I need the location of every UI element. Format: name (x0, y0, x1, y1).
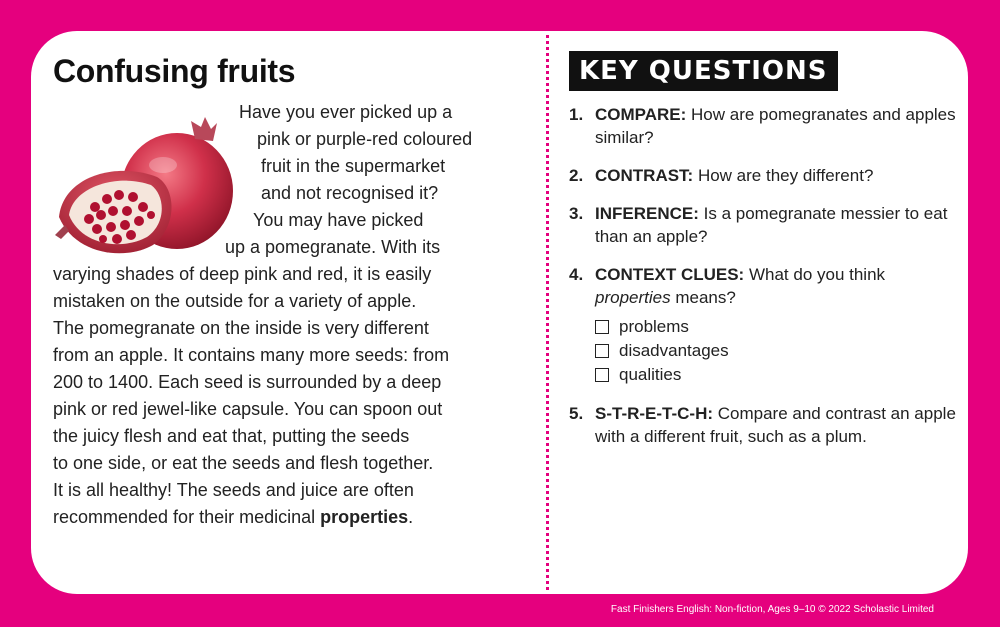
story-line: 200 to 1400. Each seed is surrounded by a deep (53, 372, 442, 392)
question-contrast (569, 164, 959, 187)
story-line: the juicy flesh and eat that, putting the seeds (53, 426, 410, 446)
question-label: CONTEXT CLUES: (595, 265, 745, 284)
question-text: What do you think (744, 265, 886, 284)
key-questions-heading: KEY QUESTIONS (569, 51, 838, 91)
question-text: How are pomegranates and apples similar? (595, 105, 956, 147)
page-title: Confusing fruits (53, 53, 296, 89)
answer-options (595, 315, 959, 387)
question-inference (569, 202, 959, 248)
story-line: You may have picked (253, 210, 424, 230)
question-label: INFERENCE: (595, 204, 699, 223)
question-list (569, 103, 959, 448)
question-number: 3. (569, 204, 584, 223)
story-line: up a pomegranate. With its (225, 237, 441, 257)
story-line: varying shades of deep pink and red, it is easily (53, 264, 432, 284)
question-number: 5. (569, 404, 584, 423)
question-number: 4. (569, 265, 584, 284)
question-keyword: properties (595, 288, 671, 307)
copyright-footer: Fast Finishers English: Non-fiction, Ages 9–10 © 2022 Scholastic Limited (610, 604, 934, 615)
pomegranate-image (55, 107, 245, 257)
story-line: to one side, or eat the seeds and flesh together. (53, 453, 434, 473)
question-text-end: means? (670, 288, 736, 307)
question-text: How are they different? (693, 166, 874, 185)
option-disadvantages[interactable] (595, 339, 959, 363)
story-line: The pomegranate on the inside is very different (53, 318, 429, 338)
question-text: Is a pomegranate messier to eat than an apple? (595, 204, 948, 246)
option-label: problems (619, 317, 689, 336)
checkbox[interactable] (595, 344, 609, 358)
question-number: 1. (569, 105, 584, 124)
option-qualities[interactable] (595, 363, 959, 387)
question-label: CONTRAST: (595, 166, 694, 185)
story-line: pink or purple-red coloured (257, 129, 473, 149)
question-label: COMPARE: (595, 105, 687, 124)
checkbox[interactable] (595, 368, 609, 382)
option-label: qualities (619, 365, 682, 384)
question-label: S-T-R-E-T-C-H: (595, 404, 714, 423)
story-line: Have you ever picked up a (239, 102, 453, 122)
story-line (53, 504, 523, 531)
story-line: fruit in the supermarket (261, 156, 446, 176)
story-line: and not recognised it? (261, 183, 439, 203)
story-line: mistaken on the outside for a variety of apple. (53, 291, 417, 311)
story-line: It is all healthy! The seeds and juice are often (53, 480, 414, 500)
question-number: 2. (569, 166, 584, 185)
story-line: pink or red jewel-like capsule. You can spoon out (53, 399, 443, 419)
story-line-text: recommended for their medicinal (53, 507, 321, 527)
content-card (31, 31, 968, 594)
dotted-divider (546, 35, 549, 590)
question-text: Compare and contrast an apple with a different fruit, such as a plum. (595, 404, 956, 446)
question-context-clues (569, 263, 959, 387)
option-label: disadvantages (619, 341, 729, 360)
story-line: from an apple. It contains many more seeds: from (53, 345, 450, 365)
option-problems[interactable] (595, 315, 959, 339)
question-stretch (569, 402, 959, 448)
keyword-properties: properties (320, 507, 409, 527)
key-questions-panel (569, 51, 959, 463)
story-line-end: . (408, 507, 414, 527)
checkbox[interactable] (595, 320, 609, 334)
question-compare (569, 103, 959, 149)
